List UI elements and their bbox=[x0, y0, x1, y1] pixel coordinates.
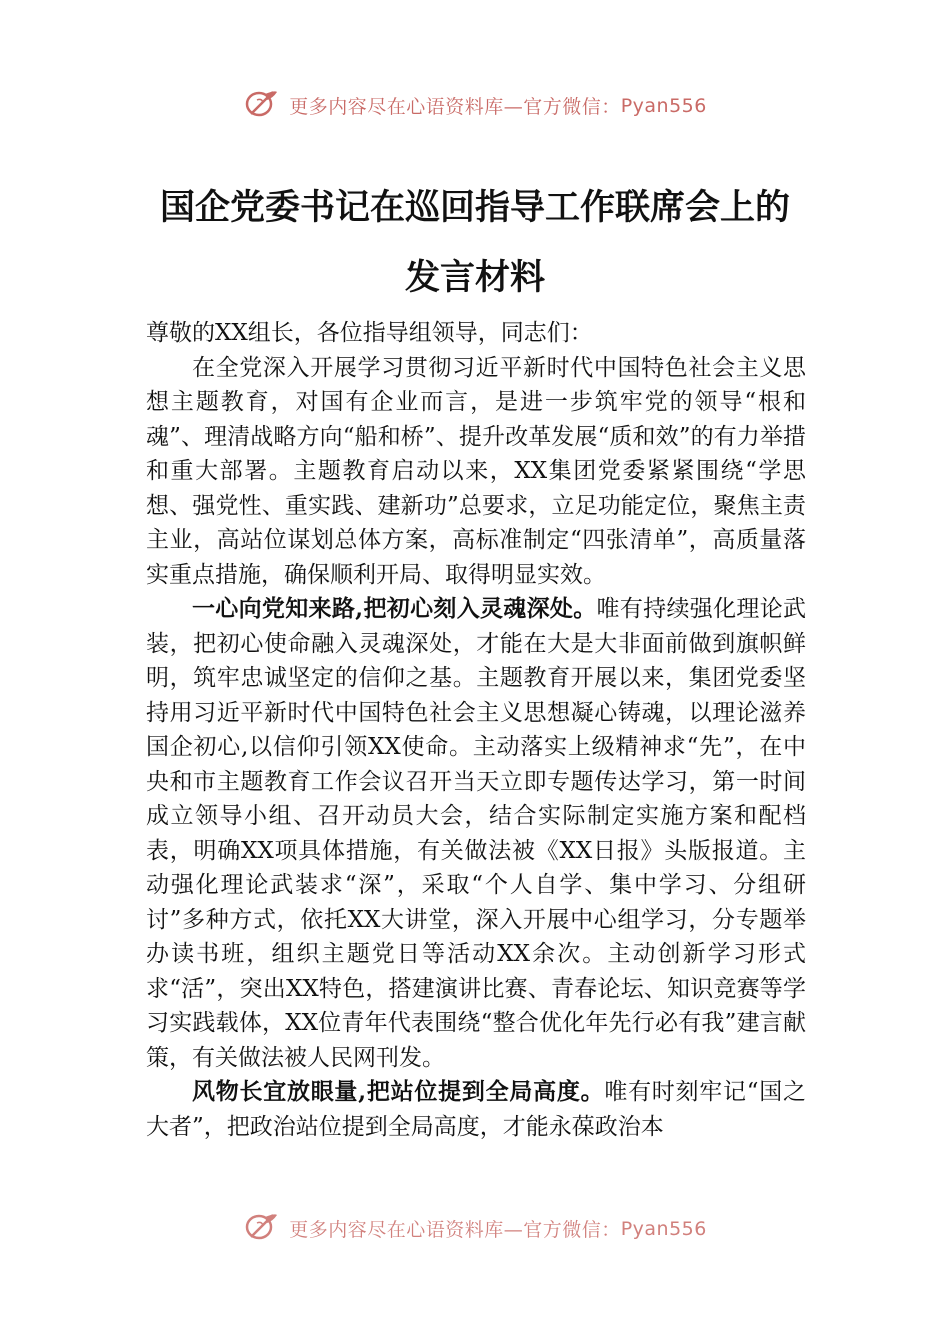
section-1-text: 唯有持续强化理论武装，把初心使命融入灵魂深处，才能在大是大非面前做到旗帜鲜明，筑牢忠诚坚定的信仰之基。主题教育开展以来，集团党委坚持用习近平新时代中国特色社会主义思想凝心铸魂，以理论滋养国企初心,以信仰引领XX使命。主动落实上级精神求“先”，在中央和市主题教育工作会议召开当天立即专题传达学习，第一时间成立领导小组、召开动员大会，结合实际制定实施方案和配档表，明确XX项具体措施，有关做法被《XX日报》头版报道。主动强化理论武装求“深”，采取“个人自学、集中学习、分组研讨”多种方式，依托XX大讲堂，深入开展中心组学习，分专题举办读书班，组织主题党日等活动XX余次。主动创新学习形式求“活”，突出XX特色，搭建演讲比赛、青春论坛、知识竞赛等学习实践载体，XX位青年代表围绕“整合优化年先行必有我”建言献策，有关做法被人民网刊发。 bbox=[146, 596, 807, 1071]
watermark-wechat-id: Pyan556 bbox=[620, 94, 707, 117]
watermark-text: 更多内容尽在心语资料库—官方微信： bbox=[289, 96, 621, 118]
document-title-line-1: 国企党委书记在巡回指导工作联席会上的 bbox=[159, 187, 790, 228]
salutation: 尊敬的XX组长，各位指导组领导，同志们： bbox=[146, 320, 593, 346]
watermark-wechat-id: Pyan556 bbox=[620, 1217, 707, 1240]
quill-logo-icon bbox=[243, 88, 279, 123]
quill-logo-icon bbox=[243, 1211, 279, 1246]
footer-watermark bbox=[0, 1211, 950, 1246]
section-1-heading: 一心向党知来路,把初心刻入灵魂深处。 bbox=[192, 595, 597, 622]
watermark-text: 更多内容尽在心语资料库—官方微信： bbox=[289, 1219, 621, 1241]
section-2-heading: 风物长宜放眼量,把站位提到全局高度。 bbox=[192, 1078, 605, 1105]
paragraph-intro: 在全党深入开展学习贯彻习近平新时代中国特色社会主义思想主题教育，对国有企业而言，是进一步筑牢党的领导“根和魂”、理清战略方向“船和桥”、提升改革发展“质和效”的有力举措和重大部署。主题教育启动以来，XX集团党委紧紧围绕“学思想、强党性、重实践、建新功”总要求，立足功能定位，聚焦主责主业，高站位谋划总体方案，高标准制定“四张清单”，高质量落实重点措施，确保顺利开局、取得明显实效。 bbox=[146, 354, 806, 588]
section-2-text: 唯有时刻牢记“国之大者”，把政治站位提到全局高度，才能永葆政治本 bbox=[146, 1079, 806, 1140]
document-body bbox=[146, 316, 806, 1144]
document-title-line-2: 发言材料 bbox=[404, 257, 545, 298]
paragraph-section-2 bbox=[146, 1075, 806, 1144]
paragraph-section-1 bbox=[146, 592, 806, 1075]
header-watermark bbox=[0, 88, 950, 123]
